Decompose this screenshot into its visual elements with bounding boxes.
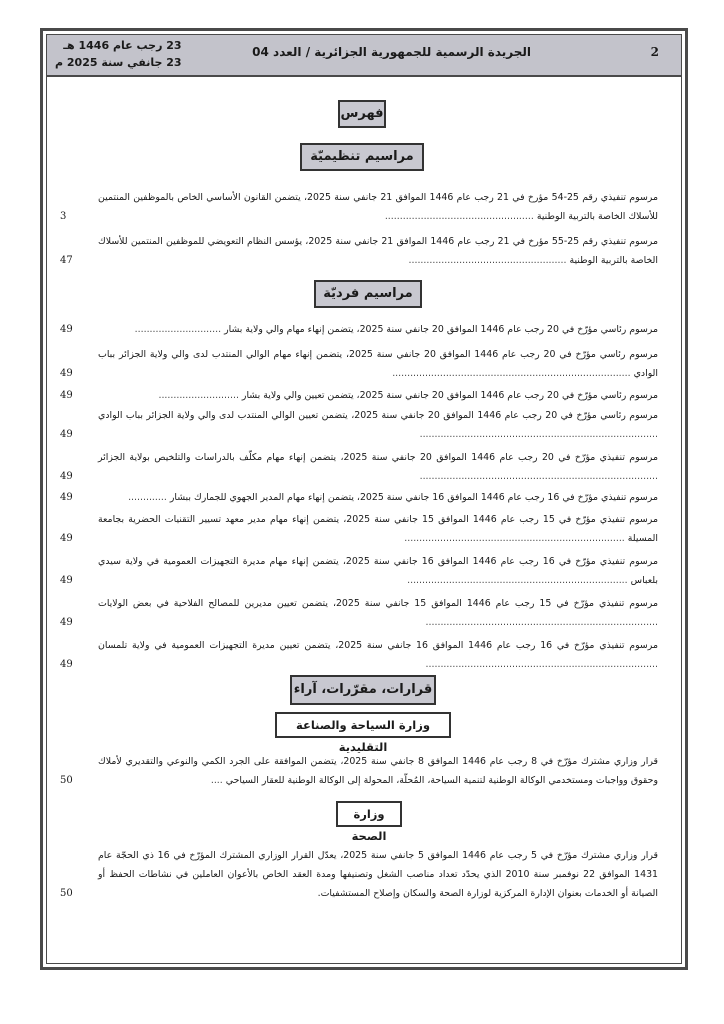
toc-entry[interactable]: مرسوم رئاسي مؤرّخ في 20 رجب عام 1446 الموافق 20 جانفي سنة 2025، يتضمن تعيين الوالي المنتدب لدى والي ولاية الجزائر بباب الوادي ................................................................................ 49 — [58, 406, 658, 444]
entry-text: مرسوم رئاسي مؤرّخ في 20 رجب عام 1446 الموافق 20 جانفي سنة 2025، يتضمن تعيين الوالي المنتدب لدى والي ولاية الجزائر بباب الوادي — [98, 410, 658, 421]
entry-text: قرار وزاري مشترك مؤرّخ في 8 رجب عام 1446 الموافق 8 جانفي سنة 2025، يتضمن الموافقة على الجرد الكمي والنوعي والتقديري لأملاك وحقوق وواجبات ومستخدمي الوكالة الوطنية لتنمية السياحة، المُحلّة، المحولة إلى الوكالة الوطنية للعقار السياحي — [98, 756, 658, 786]
toc-entry[interactable]: مرسوم تنفيذي مؤرّخ في 16 رجب عام 1446 الموافق 16 جانفي سنة 2025، يتضمن إنهاء مهام مديرة التجهيزات العمومية في ولاية سيدي بلعباس .......................................................................... 49 — [58, 552, 658, 590]
entry-text: مرسوم تنفيذي مؤرّخ في 16 رجب عام 1446 الموافق 16 جانفي سنة 2025، يتضمن تعيين مديرة التجهيزات العمومية في ولاية تلمسان — [98, 640, 658, 651]
entry-page: 49 — [60, 533, 73, 544]
issue-date — [55, 37, 182, 71]
entry-text: مرسوم تنفيذي مؤرّخ في 15 رجب عام 1446 الموافق 15 جانفي سنة 2025، يتضمن إنهاء مهام مدير معهد تسيير التقنيات الحضرية بجامعة المسيلة — [98, 514, 658, 544]
section-title-regulatory-decrees — [300, 143, 424, 171]
entry-text: مرسوم تنفيذي مؤرّخ في 16 رجب عام 1446 الموافق 16 جانفي سنة 2025، يتضمن إنهاء مهام المدير الجهوي للجمارك ببشار — [169, 492, 658, 503]
date-hijri: 23 رجب عام 1446 هـ — [63, 39, 182, 52]
toc-entry[interactable]: مرسوم تنفيذي مؤرّخ في 15 رجب عام 1446 الموافق 15 جانفي سنة 2025، يتضمن تعيين مديرين للمصالح الفلاحية في بعض الولايات .............................................................................. 49 — [58, 594, 658, 632]
entry-page: 49 — [60, 368, 73, 379]
entry-text: مرسوم تنفيذي رقم 25-55 مؤرخ في 21 رجب عام 1446 الموافق 21 جانفي سنة 2025، يؤسس النظام التعويضي للموظفين المنتمين للأسلاك الخاصة بالتربية الوطنية — [98, 236, 658, 266]
toc-entry[interactable]: قرار وزاري مشترك مؤرّخ في 8 رجب عام 1446 الموافق 8 جانفي سنة 2025، يتضمن الموافقة على الجرد الكمي والنوعي والتقديري لأملاك وحقوق وواجبات ومستخدمي الوكالة الوطنية لتنمية السياحة، المُحلّة، المحولة إلى الوكالة الوطنية للعقار السياحي .... 50 — [58, 752, 658, 790]
date-gregorian: 23 جانفي سنة 2025 م — [55, 56, 182, 69]
entry-text: مرسوم تنفيذي رقم 25-54 مؤرخ في 21 رجب عام 1446 الموافق 21 جانفي سنة 2025، يتضمن القانون الأساسي الخاص بالموظفين المنتمين للأسلاك الخاصة بالتربية الوطنية — [98, 192, 658, 222]
entry-text: مرسوم تنفيذي مؤرّخ في 15 رجب عام 1446 الموافق 15 جانفي سنة 2025، يتضمن تعيين مديرين للمصالح الفلاحية في بعض الولايات — [98, 598, 658, 609]
ministry-title-health — [336, 801, 402, 843]
section-title-text: مراسيم تنظيميّة — [310, 149, 414, 164]
page-header — [47, 35, 681, 77]
section-title-individual-decrees — [314, 280, 422, 308]
toc-entry[interactable]: مرسوم تنفيذي مؤرّخ في 16 رجب عام 1446 الموافق 16 جانفي سنة 2025، يتضمن تعيين مديرة التجهيزات العمومية في ولاية تلمسان .............................................................................. 49 — [58, 636, 658, 674]
ministry-title-text: وزارة الصحة — [351, 807, 387, 843]
page-number: 2 — [650, 45, 659, 59]
entry-text: مرسوم رئاسي مؤرّخ في 20 رجب عام 1446 الموافق 20 جانفي سنة 2025، يتضمن تعيين والي ولاية بشار — [241, 390, 658, 401]
entry-page: 49 — [60, 575, 73, 586]
entry-text: مرسوم رئاسي مؤرّخ في 20 رجب عام 1446 الموافق 20 جانفي سنة 2025، يتضمن إنهاء مهام الوالي المنتدب لدى والي ولاية الجزائر بباب الوادي — [98, 349, 658, 379]
entry-text: قرار وزاري مشترك مؤرّخ في 5 رجب عام 1446 الموافق 5 جانفي سنة 2025، يعدّل القرار الوزاري المشترك المؤرّخ في 16 ذي الحجّة عام 1431 الموافق 22 نوفمبر سنة 2010 الذي يحدّد تعداد مناصب الشغل وتصنيفها ومدة العقد الخاص بالأعوان العاملين في نشاطات الحفظ أو الصيانة أو الخدمات بعنوان الإدارة المركزية لوزارة الصحة والسكان وإصلاح المستشفيات. — [98, 850, 658, 899]
toc-entry[interactable]: مرسوم رئاسي مؤرّخ في 20 رجب عام 1446 الموافق 20 جانفي سنة 2025، يتضمن إنهاء مهام الوالي المنتدب لدى والي ولاية الجزائر بباب الوادي ................................................................................ 49 — [58, 345, 658, 383]
section-title-text: مراسيم فرديّة — [323, 286, 413, 301]
entry-page: 49 — [60, 617, 73, 628]
entry-page: 49 — [60, 390, 73, 401]
entry-text: مرسوم تنفيذي مؤرّخ في 20 رجب عام 1446 الموافق 20 جانفي سنة 2025، يتضمن إنهاء مهام مكلّف بالدراسات والتلخيص بولاية الجزائر — [98, 452, 658, 463]
entry-page: 47 — [60, 255, 73, 266]
entry-text: مرسوم تنفيذي مؤرّخ في 16 رجب عام 1446 الموافق 16 جانفي سنة 2025، يتضمن إنهاء مهام مديرة التجهيزات العمومية في ولاية سيدي بلعباس — [98, 556, 658, 586]
entry-page: 49 — [60, 429, 73, 440]
section-title-decisions — [290, 675, 436, 705]
index-title-text: فهرس — [340, 106, 384, 121]
entry-page: 50 — [60, 888, 73, 899]
section-title-text: قرارات، مقرّرات، آراء — [293, 682, 433, 697]
entry-page: 3 — [60, 211, 67, 222]
toc-entry[interactable]: مرسوم رئاسي مؤرّخ في 20 رجب عام 1446 الموافق 20 جانفي سنة 2025، يتضمن إنهاء مهام والي ولاية بشار ............................. 49 — [58, 320, 658, 339]
entry-page: 49 — [60, 324, 73, 335]
toc-entry[interactable]: مرسوم تنفيذي مؤرّخ في 15 رجب عام 1446 الموافق 15 جانفي سنة 2025، يتضمن إنهاء مهام مدير معهد تسيير التقنيات الحضرية بجامعة المسيلة .......................................................................... 49 — [58, 510, 658, 548]
toc-entry[interactable]: مرسوم تنفيذي رقم 25-54 مؤرخ في 21 رجب عام 1446 الموافق 21 جانفي سنة 2025، يتضمن القانون الأساسي الخاص بالموظفين المنتمين للأسلاك الخاصة بالتربية الوطنية .................................................. 3 — [58, 188, 658, 226]
entry-page: 49 — [60, 471, 73, 482]
toc-entry[interactable]: مرسوم تنفيذي مؤرّخ في 20 رجب عام 1446 الموافق 20 جانفي سنة 2025، يتضمن إنهاء مهام مكلّف بالدراسات والتلخيص بولاية الجزائر ................................................................................ 49 — [58, 448, 658, 486]
toc-entry[interactable]: مرسوم تنفيذي مؤرّخ في 16 رجب عام 1446 الموافق 16 جانفي سنة 2025، يتضمن إنهاء مهام المدير الجهوي للجمارك ببشار ............. 49 — [58, 488, 658, 507]
toc-entry[interactable]: مرسوم تنفيذي رقم 25-55 مؤرخ في 21 رجب عام 1446 الموافق 21 جانفي سنة 2025، يؤسس النظام التعويضي للموظفين المنتمين للأسلاك الخاصة بالتربية الوطنية ..................................................... 47 — [58, 232, 658, 270]
toc-entry[interactable]: مرسوم رئاسي مؤرّخ في 20 رجب عام 1446 الموافق 20 جانفي سنة 2025، يتضمن تعيين والي ولاية بشار ........................... 49 — [58, 386, 658, 405]
index-title — [338, 100, 386, 128]
entry-page: 49 — [60, 492, 73, 503]
toc-entry[interactable] — [58, 846, 658, 903]
entry-page: 50 — [60, 775, 73, 786]
ministry-title-text: وزارة السياحة والصناعة التقليدية — [296, 718, 430, 754]
journal-title: الجريدة الرسمية للجمهورية الجزائرية / العدد 04 — [252, 45, 531, 59]
entry-page: 49 — [60, 659, 73, 670]
entry-text: مرسوم رئاسي مؤرّخ في 20 رجب عام 1446 الموافق 20 جانفي سنة 2025، يتضمن إنهاء مهام والي ولاية بشار — [224, 324, 658, 335]
ministry-title-tourism — [275, 712, 451, 754]
